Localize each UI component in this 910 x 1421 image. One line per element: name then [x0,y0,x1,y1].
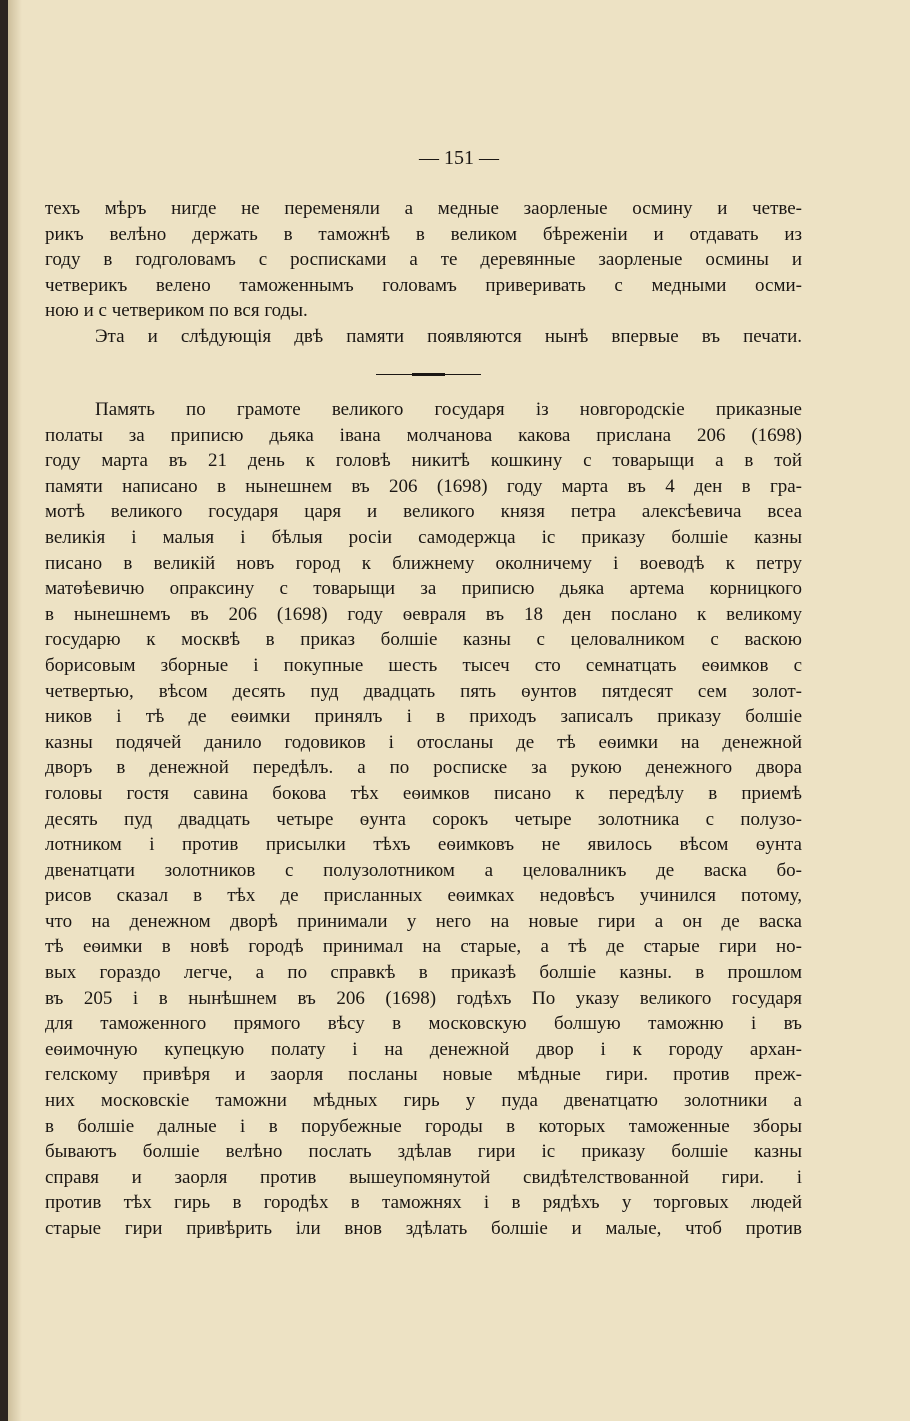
text-line: четвертью, вѣсом десять пуд двадцать пять ѳунтов пятдесят сем золот- [45,680,802,702]
text-line: бываютъ болшіе велѣно послать здѣлав гири іс приказу болшіе казны [45,1141,802,1163]
text-line: матѳѣевичю опраксину с товарыщи за приписю дьяка артема корницкого [45,578,802,600]
text-line: для таможенного прямого вѣсу в московскую болшую таможню і въ [45,1013,802,1035]
top-paragraph [45,196,802,350]
text-line: памяти написано в нынешнем въ 206 (1698) году марта въ 4 ден в гра- [45,475,802,497]
text-line: четверикъ велено таможеннымъ головамъ приверивать с медными осми- [45,274,802,296]
text-line: лотником і против присылки тѣхъ еѳимковъ не явилось вѣсом ѳунта [45,834,802,856]
text-line: мотѣ великого государя царя и великого князя петра алексѣевича всеа [45,501,802,523]
book-page [8,0,910,1421]
text-line: старые гири привѣрить іли внов здѣлать болшіе и малые, чтоб против [45,1218,802,1239]
text-line: году марта въ 21 день к головѣ никитѣ кошкину с товарыщи а в той [45,450,802,472]
text-line: Память по грамоте великого государя із новгородскіе приказные [95,399,802,420]
text-line: рисов сказал в тѣх де присланных еѳимках недовѣсъ учинился потому, [45,885,802,907]
text-line: еѳимочную купецкую полату і на денежной двор і к городу архан- [45,1038,802,1060]
text-line: полаты за приписю дьяка івана молчанова какова прислана 206 (1698) [45,424,802,446]
text-line: в нынешнемъ въ 206 (1698) году ѳевраля въ 18 ден послано к великому [45,603,802,625]
text-line: дворъ в денежной передѣлъ. а по росписке за рукою денежного двора [45,757,802,779]
text-line: вых гораздо легче, а по справкѣ в приказѣ болшіе казны. в прошлом [45,962,802,984]
text-line: против тѣх гирь в городѣх в таможнях і в рядѣхъ у торговых людей [45,1192,802,1214]
text-line: ною и с четвериком по вся годы. [45,300,308,322]
text-line: великія і малыя і бѣлыя росіи самодержца іс приказу болшіе казны [45,526,802,548]
text-line: борисовым зборные і покупные шесть тысеч сто семнатцать еѳимков с [45,654,802,676]
text-line: двенатцати золотников с полузолотником а целовалникъ де васка бо- [45,859,802,881]
text-line: десять пуд двадцать четыре ѳунта сорокъ четыре золотника с полузо- [45,808,802,830]
text-line: государю к москвѣ в приказ болшіе казны с целовалником с васкою [45,629,802,651]
text-line: головы гостя савина бокова тѣх еѳимков писано к передѣлу в приемѣ [45,782,802,804]
page-binding-edge [8,0,22,1421]
text-line: казны подячей данило годовиков і отосланы де тѣ еѳимки на денежной [45,731,802,753]
text-line: писано в великій новъ город к ближнему околничему і воеводѣ к петру [45,552,802,574]
text-line: техъ мѣръ нигде не переменяли а медные заорленые осмину и четве- [45,198,802,219]
section-separator [376,373,481,376]
main-paragraph [45,397,802,1242]
text-line: что на денежном дворѣ принимали у него на новые гири а он де васка [45,910,802,932]
text-line: ников і тѣ де еѳимки принялъ і в приходъ записалъ приказу болшіе [45,706,802,728]
text-line: году в годголовамъ с росписками а те деревянные заорленые осмины и [45,249,802,271]
text-line: въ 205 і в нынѣшнем въ 206 (1698) годѣхъ По указу великого государя [45,987,802,1009]
text-line: тѣ еѳимки в новѣ городѣ принимал на старые, а тѣ де старые гири но- [45,936,802,958]
text-line: гелскому привѣря и заорля посланы новые мѣдные гири. против преж- [45,1064,802,1086]
text-line: в болшіе далные і в порубежные городы в которых таможенные зборы [45,1115,802,1137]
editor-note: Эта и слѣдующія двѣ памяти появляются нынѣ впервые въ печати. [95,325,802,347]
text-line: них московскіе таможни мѣдных гирь у пуда двенатцатю золотники а [45,1090,802,1112]
text-line: рикъ велѣно держать в таможнѣ в великом бѣреженіи и отдавать из [45,223,802,245]
text-line: справя и заорля против вышеупомянутой свидѣтелствованной гири. і [45,1166,802,1188]
page-number: — 151 — [419,147,499,169]
